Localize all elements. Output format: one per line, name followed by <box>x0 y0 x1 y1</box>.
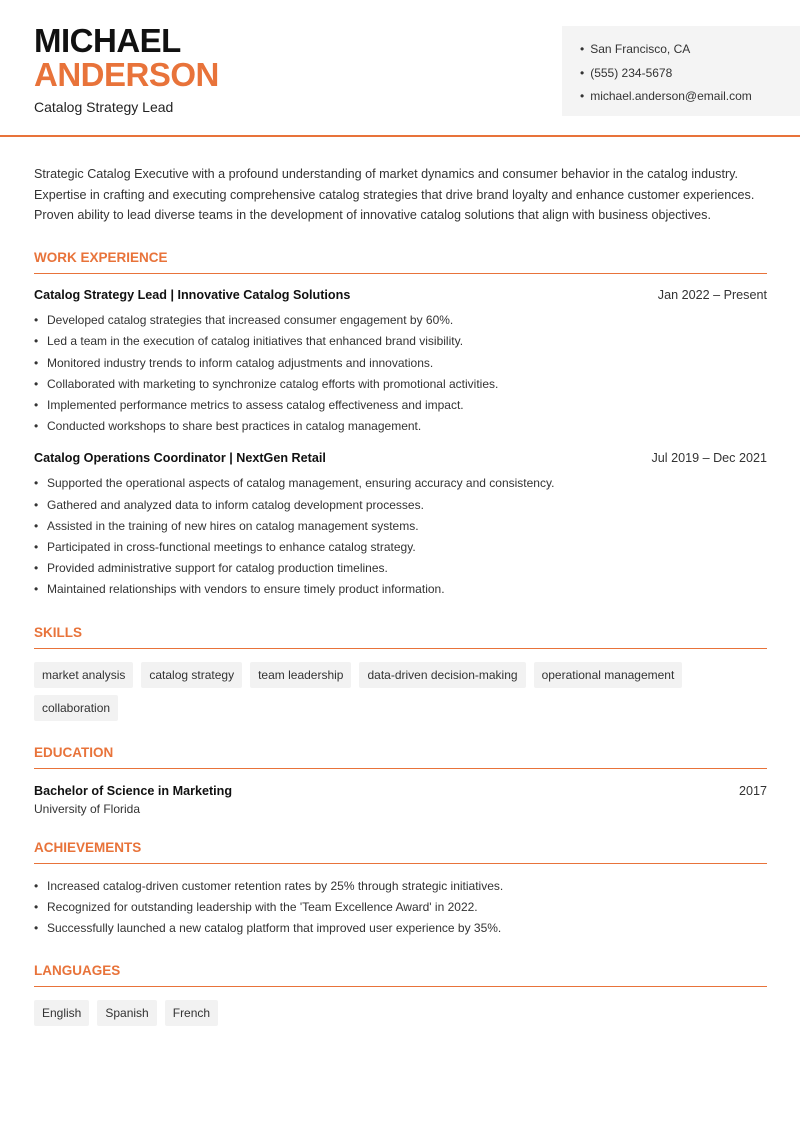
job-title: Catalog Strategy Lead <box>34 99 174 115</box>
list-item: • Collaborated with marketing to synchronize catalog efforts with promotional activities. <box>34 374 767 395</box>
list-item: • Monitored industry trends to inform catalog adjustments and innovations. <box>34 353 767 374</box>
section-heading: WORK EXPERIENCE <box>34 250 767 274</box>
list-item: • Assisted in the training of new hires on catalog management systems. <box>34 516 767 537</box>
contact-phone: • (555) 234-5678 <box>580 62 800 86</box>
resume-header <box>0 0 800 137</box>
job-position: Catalog Strategy Lead | Innovative Catalog Solutions <box>34 288 351 303</box>
contact-box <box>562 26 800 116</box>
list-item: • Increased catalog-driven customer retention rates by 25% through strategic initiatives. <box>34 876 767 897</box>
list-item: • Provided administrative support for catalog production timelines. <box>34 558 767 579</box>
job-position: Catalog Operations Coordinator | NextGen Retail <box>34 451 326 466</box>
list-item: • Recognized for outstanding leadership with the 'Team Excellence Award' in 2022. <box>34 897 767 918</box>
language-tag: French <box>165 1000 218 1026</box>
languages-section <box>34 963 767 1026</box>
degree: Bachelor of Science in Marketing <box>34 783 233 798</box>
job-dates: Jul 2019 – Dec 2021 <box>651 451 767 466</box>
graduation-year: 2017 <box>738 783 767 798</box>
skill-tag: market analysis <box>34 662 133 688</box>
language-tag: Spanish <box>97 1000 156 1026</box>
skill-tag: team leadership <box>250 662 351 688</box>
job-bullets <box>34 310 767 437</box>
first-name: MICHAEL <box>34 22 181 59</box>
work-experience-section <box>34 250 767 600</box>
list-item: • Gathered and analyzed data to inform catalog development processes. <box>34 495 767 516</box>
list-item: • Participated in cross-functional meetings to enhance catalog strategy. <box>34 537 767 558</box>
job-header <box>34 451 767 465</box>
section-heading: SKILLS <box>34 625 767 649</box>
job-bullets <box>34 473 767 600</box>
summary: Strategic Catalog Executive with a profound understanding of market dynamics and consumer behavior in the catalog industry. Expertise in crafting and executing comprehensive catalog strategies that drive brand loyalty and enhance customer experiences. Proven ability to lead diverse teams in the development of innovative catalog solutions that align with business objectives. <box>34 167 755 223</box>
section-heading: EDUCATION <box>34 745 767 769</box>
language-tag: English <box>34 1000 89 1026</box>
contact-email: • michael.anderson@email.com <box>580 85 800 109</box>
last-name: ANDERSON <box>34 56 219 93</box>
list-item: • Supported the operational aspects of catalog management, ensuring accuracy and consistency. <box>34 473 767 494</box>
job-dates: Jan 2022 – Present <box>657 288 767 303</box>
job-header <box>34 288 767 302</box>
achievements-section <box>34 840 767 940</box>
contact-location: • San Francisco, CA <box>580 38 800 62</box>
skill-tag: catalog strategy <box>141 662 242 688</box>
skill-tag: operational management <box>534 662 683 688</box>
skill-tag: collaboration <box>34 695 118 721</box>
list-item: • Developed catalog strategies that increased consumer engagement by 60%. <box>34 310 767 331</box>
list-item: • Conducted workshops to share best practices in catalog management. <box>34 416 767 437</box>
list-item: • Maintained relationships with vendors to ensure timely product information. <box>34 579 767 600</box>
skill-tag: data-driven decision-making <box>359 662 525 688</box>
list-item: • Led a team in the execution of catalog initiatives that enhanced brand visibility. <box>34 331 767 352</box>
job-entry <box>34 451 767 600</box>
skills-section <box>34 625 767 721</box>
list-item: • Successfully launched a new catalog platform that improved user experience by 35%. <box>34 918 767 939</box>
school: University of Florida <box>34 801 141 816</box>
section-heading: LANGUAGES <box>34 963 767 987</box>
job-entry <box>34 288 767 437</box>
list-item: • Implemented performance metrics to assess catalog effectiveness and impact. <box>34 395 767 416</box>
section-heading: ACHIEVEMENTS <box>34 840 767 864</box>
education-section <box>34 745 767 816</box>
